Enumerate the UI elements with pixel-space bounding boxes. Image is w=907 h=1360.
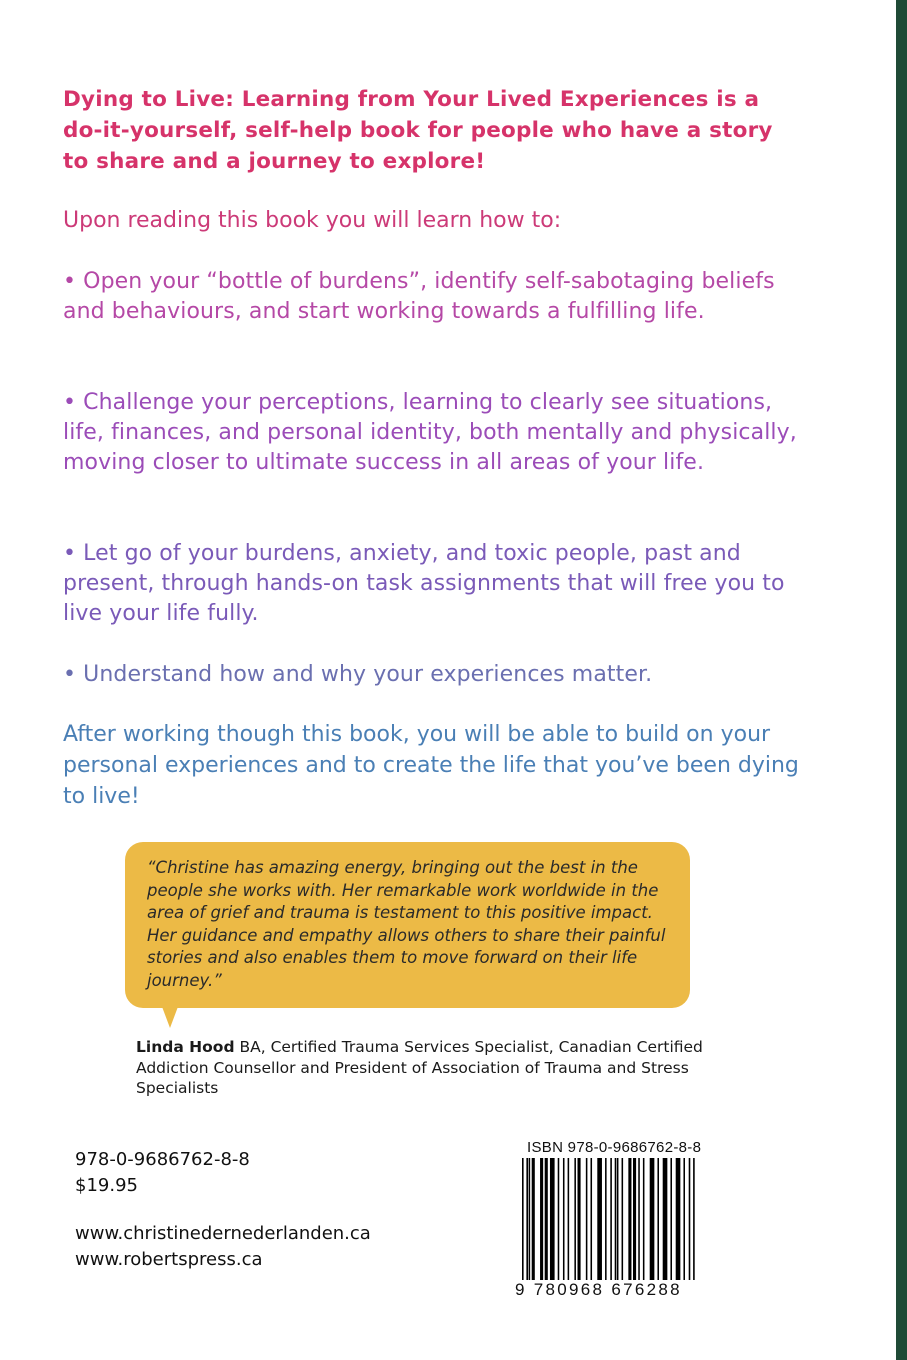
barcode-bar [683, 1158, 685, 1282]
barcode-bar [591, 1158, 593, 1282]
testimonial-attribution [136, 1037, 706, 1099]
speech-bubble-tail [161, 1004, 179, 1028]
barcode-bar [650, 1158, 655, 1282]
barcode-bar [676, 1158, 681, 1282]
barcode-bar [633, 1158, 636, 1282]
isbn-number: 978-0-9686762-8-8 [75, 1149, 250, 1170]
testimonial-quote: “Christine has amazing energy, bringing out the best in the people she works with. Her remarkable work worldwide in the area of grief and trauma is testament to this positive impact. Her guidance and empathy allows others to share their painful stories and also enables them to move forward on their life journey.” [147, 858, 666, 990]
bullet-item: • Let go of your burdens, anxiety, and toxic people, past and present, through hands-on task assignments that will free you to live your life fully. [63, 541, 785, 626]
barcode-bar [610, 1158, 612, 1298]
barcode-bar [532, 1158, 535, 1282]
bullet-item: • Challenge your perceptions, learning to clearly see situations, life, finances, and personal identity, both mentally and physically, moving closer to ultimate success in all areas of your life. [63, 390, 797, 475]
price: $19.95 [75, 1175, 138, 1196]
barcode-bar [574, 1158, 576, 1282]
barcode-bar [563, 1158, 565, 1282]
barcode-bar [526, 1158, 528, 1298]
bullet-item: • Understand how and why your experiences matter. [63, 662, 653, 687]
spine-edge [896, 0, 907, 1360]
barcode-bar [540, 1158, 543, 1282]
barcode-digits: 9 780968 676288 [511, 1280, 711, 1300]
author-name: Linda Hood [136, 1038, 235, 1056]
barcode-bar [670, 1158, 672, 1282]
barcode-bar [622, 1158, 624, 1282]
barcode-bar [529, 1158, 531, 1282]
barcode-bar [628, 1158, 631, 1282]
isbn-barcode [520, 1158, 702, 1298]
barcode-bar [693, 1158, 695, 1298]
barcode-bar [615, 1158, 617, 1298]
author-website-link[interactable]: www.christinedernederlanden.ca [75, 1223, 371, 1244]
bullet-item: • Open your “bottle of burdens”, identify self-sabotaging beliefs and behaviours, and start working towards a fulfilling life. [63, 269, 775, 324]
barcode-bar [605, 1158, 607, 1282]
barcode-isbn-label: ISBN 978-0-9686762-8-8 [527, 1139, 702, 1156]
barcode-bar [550, 1158, 555, 1282]
barcode-bar [689, 1158, 691, 1298]
barcode-bar [617, 1158, 619, 1282]
barcode-bar [597, 1158, 602, 1282]
barcode-bar [568, 1158, 570, 1282]
author-credentials: BA, Certified Trauma Services Specialist, Canadian Certified Addiction Counsellor and President of Association of Trauma and Stress Specialists [136, 1038, 703, 1097]
barcode-bar [657, 1158, 659, 1282]
intro-paragraph: Dying to Live: Learning from Your Lived Experiences is a do-it-yourself, self-help book for people who have a story to share and a journey to explore! [63, 87, 773, 174]
barcode-bar [578, 1158, 581, 1282]
outro-paragraph: After working though this book, you will be able to build on your personal experiences and to create the life that you’ve been dying to live! [63, 722, 799, 809]
learn-heading: Upon reading this book you will learn how to: [63, 208, 562, 233]
barcode-bar [522, 1158, 524, 1298]
publisher-website-link[interactable]: www.robertspress.ca [75, 1249, 263, 1270]
barcode-bar [643, 1158, 645, 1282]
barcode-bar [586, 1158, 588, 1282]
barcode-bar [558, 1158, 560, 1282]
barcode-bar [638, 1158, 640, 1282]
barcode-bar [663, 1158, 668, 1282]
barcode-bar [545, 1158, 548, 1282]
